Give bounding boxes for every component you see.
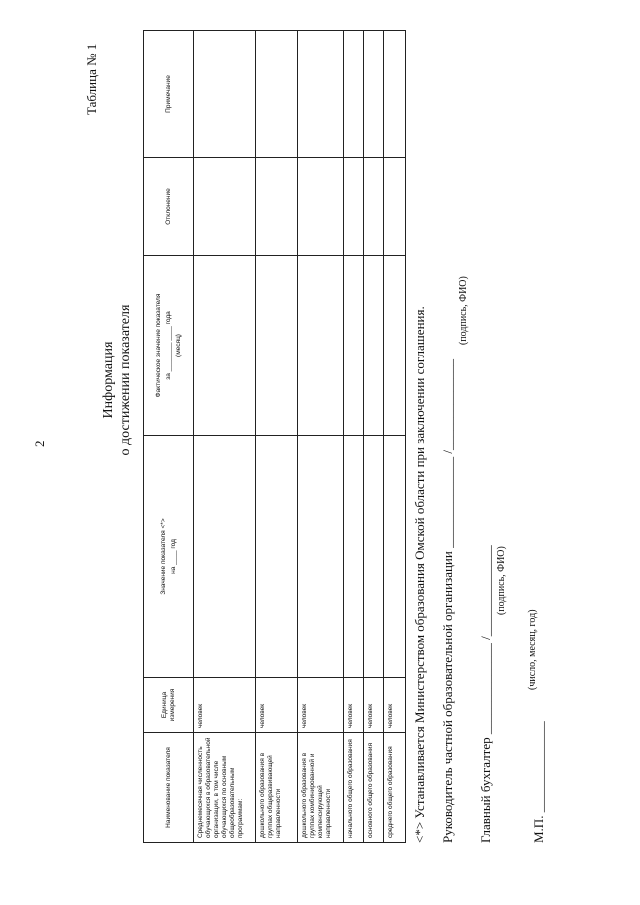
table-row [364, 31, 384, 843]
table-row [298, 31, 344, 843]
table-row [344, 31, 364, 843]
row-cell [194, 256, 256, 436]
header-value-plan-sub: на ____ год [169, 539, 177, 574]
row-name: дошкольного образования в группах общеразвивающей направленности [256, 733, 298, 843]
indicator-table [143, 30, 406, 843]
header-unit: Единица измерения [144, 678, 194, 733]
title-line-1: Информация [101, 341, 116, 419]
table-row [256, 31, 298, 843]
row-unit: человек [384, 678, 406, 733]
mp-line: ______________ [531, 721, 546, 813]
row-cell [364, 158, 384, 256]
mp-label: М.П. [531, 815, 546, 843]
director-signature [440, 359, 456, 843]
row-cell [384, 256, 406, 436]
row-cell [194, 158, 256, 256]
row-cell [298, 256, 344, 436]
header-value-plan-title: Значение показателя <*> [159, 518, 167, 595]
director-caption: (подпись, ФИО) [458, 276, 469, 345]
row-cell [384, 436, 406, 678]
row-cell [256, 31, 298, 158]
header-value-fact-title: Фактическое значение показателя [154, 293, 162, 398]
row-cell [194, 31, 256, 158]
row-cell [256, 436, 298, 678]
row-unit: человек [194, 678, 256, 733]
stamp-place [531, 721, 547, 843]
header-deviation: Отклонение [144, 158, 194, 256]
row-cell [384, 158, 406, 256]
row-unit: человек [364, 678, 384, 733]
director-line: ______________ /______________ [440, 359, 455, 548]
row-unit: человек [256, 678, 298, 733]
header-note: Примечание [144, 31, 194, 158]
accountant-line: ______________ /______________ [478, 545, 493, 735]
header-value-plan [144, 436, 194, 678]
table-row [384, 31, 406, 843]
table-row [194, 31, 256, 843]
row-name: основного общего образования [364, 733, 384, 843]
accountant-caption: (подпись, ФИО) [496, 546, 507, 615]
row-cell [194, 436, 256, 678]
row-cell [344, 436, 364, 678]
row-cell [344, 31, 364, 158]
row-cell [364, 31, 384, 158]
header-value-fact [144, 256, 194, 436]
row-name: дошкольного образования в группах комбинированной и компенсирующей направленности [298, 733, 344, 843]
table-number: Таблица № 1 [84, 43, 99, 115]
header-value-fact-sub2: (месяц) [174, 334, 182, 357]
row-cell [364, 436, 384, 678]
page-title [100, 155, 134, 605]
row-cell [298, 158, 344, 256]
table-header-row [144, 31, 194, 843]
row-name: начального общего образования [344, 733, 364, 843]
row-cell [298, 31, 344, 158]
header-name: Наименование показателя [144, 733, 194, 843]
row-cell [384, 31, 406, 158]
row-cell [298, 436, 344, 678]
header-value-fact-sub1: за ________ ____ года [164, 311, 172, 380]
row-name: среднего общего образования [384, 733, 406, 843]
date-caption: (число, месяц, год) [527, 609, 538, 690]
title-line-2: о достижении показателя [118, 304, 133, 456]
director-label: Руководитель частной образовательной организации [440, 551, 455, 843]
row-unit: человек [298, 678, 344, 733]
page-number: 2 [32, 440, 47, 447]
row-cell [364, 256, 384, 436]
accountant-signature [478, 545, 494, 843]
row-cell [256, 158, 298, 256]
row-cell [344, 158, 364, 256]
row-cell [256, 256, 298, 436]
row-unit: человек [344, 678, 364, 733]
row-cell [344, 256, 364, 436]
accountant-label: Главный бухгалтер [478, 737, 493, 843]
footnote: <*> Устанавливается Министерством образования Омской области при заключении соглашения. [412, 306, 427, 843]
row-name: Среднемесячная численность обучающихся в образовательной организации, в том числе обучающихся по основным общеобразовательным программам: [194, 733, 256, 843]
